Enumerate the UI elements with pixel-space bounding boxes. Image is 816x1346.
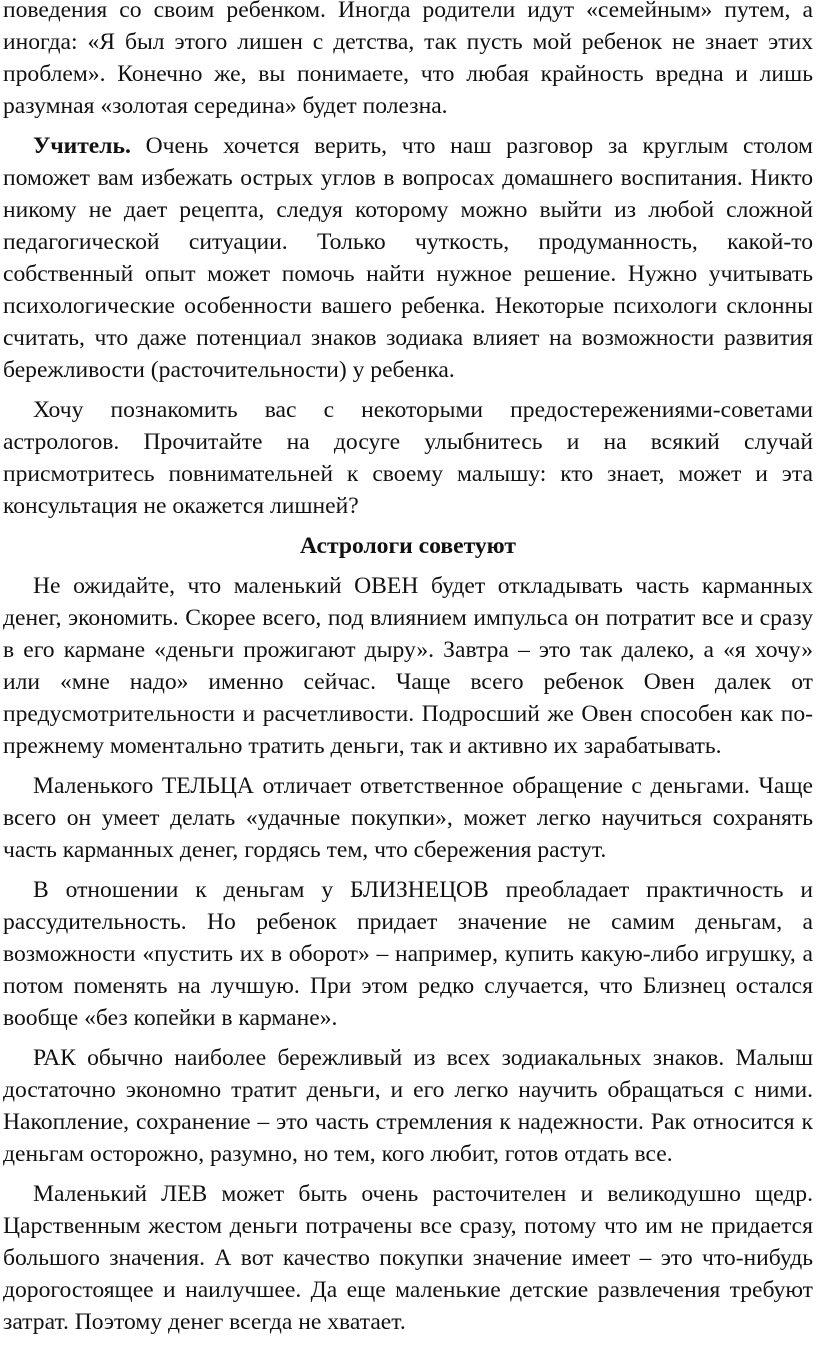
sign-paragraph-gemini: В отношении к деньгам у БЛИЗНЕЦОВ преобладает практичность и рассудительность. Но ребенок придает значение не самим деньгам, а возможности «пустить их в оборот» – например, купить какую-либо игрушку, а потом поменять на лучшую. При этом редко случается, что Близнец остался вообще «без копейки в кармане». (3, 877, 813, 1031)
teacher-speaker-label: Учитель. (33, 133, 131, 159)
section-heading: Астрологи советуют (300, 533, 516, 559)
sign-paragraph-cancer: РАК обычно наиболее бережливый из всех зодиакальных знаков. Малыш достаточно экономно тратит деньги, и его легко научить обращаться с ними. Накопление, сохранение – это часть стремления к надежности. Рак относится к деньгам осторожно, разумно, но тем, кого любит, готов отдать все. (3, 1045, 813, 1167)
sign-paragraph-leo: Маленький ЛЕВ может быть очень расточителен и великодушно щедр. Царственным жестом деньги потрачены все сразу, потому что им не придается большого значения. А вот качество покупки значение имеет – это что-нибудь дорогостоящее и наилучшее. Да еще маленькие детские развлечения требуют затрат. Поэтому денег всегда не хватает. (3, 1181, 813, 1335)
sign-paragraph-taurus: Маленького ТЕЛЬЦА отличает ответственное обращение с деньгами. Чаще всего он умеет делать «удачные покупки», может легко научиться сохранять часть карманных денег, гордясь тем, что сбережения растут. (3, 773, 813, 863)
teacher-paragraph (3, 130, 813, 386)
offer-paragraph: Хочу познакомить вас с некоторыми предостережениями-советами астрологов. Прочитайте на досуге улыбнитесь и на всякий случай присмотритесь повнимательней к своему малышу: кто знает, может и эта консультация не окажется лишней? (3, 397, 813, 519)
teacher-speech: Очень хочется верить, что наш разговор за круглым столом поможет вам избежать острых углов в вопросах домашнего воспитания. Никто никому не дает рецепта, следуя которому можно выйти из любой сложной педагогической ситуации. Только чуткость, продуманность, какой-то собственный опыт может помочь найти нужное решение. Нужно учитывать психологические особенности вашего ребенка. Некоторые психологи склонны считать, что даже потенциал знаков зодиака влияет на возможности развития бережливости (расточительности) у ребенка. (3, 133, 813, 383)
sign-paragraph-aries: Не ожидайте, что маленький ОВЕН будет откладывать часть карманных денег, экономить. Скорее всего, под влиянием импульса он потратит все и сразу в его кармане «деньги прожигают дыру». Завтра – это так далеко, а «я хочу» или «мне надо» именно сейчас. Чаще всего ребенок Овен далек от предусмотрительности и расчетливости. Подросший же Овен способен как по-прежнему моментально тратить деньги, так и активно их зарабатывать. (3, 573, 813, 759)
intro-paragraph: поведения со своим ребенком. Иногда родители идут «семейным» путем, а иногда: «Я был этого лишен с детства, так пусть мой ребенок не знает этих проблем». Конечно же, вы понимаете, что любая крайность вредна и лишь разумная «золотая середина» будет полезна. (3, 0, 813, 119)
